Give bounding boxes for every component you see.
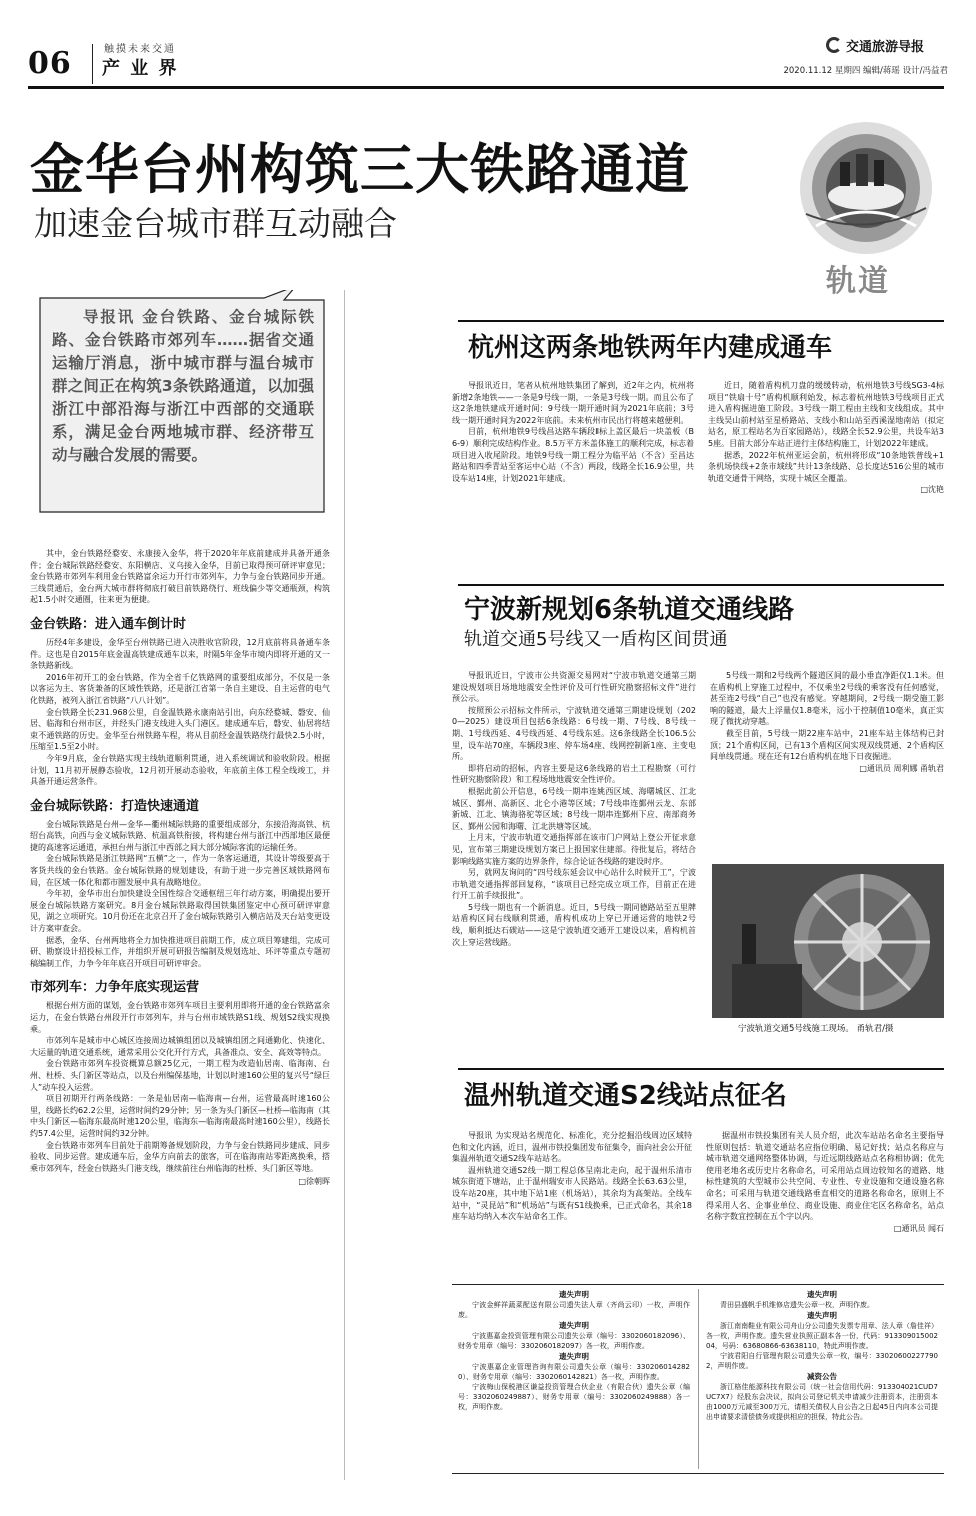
nb-para: 按照预公示招标文件所示，宁波轨道交通第三期建设规划（2020—2025）建设项目包括6条线路：6号线一期、7号线、8号线一期、1号线西延、4号线西延、4号线东延。这6条线路全长106.5公里，设车站70座，车辆段3座、停车场4座、线网控制新1座、主变电所。 bbox=[452, 705, 696, 762]
section3-para: 根据台州方面的谋划，金台铁路市郊列车项目主要利用即将开通的金台铁路富余运力，在金台铁路台州段开行市郊列车，并与台州市域铁路S1线、规划S2线实现换乘。 bbox=[30, 1001, 330, 1034]
hz-title: 杭州这两条地铁两年内建成通车 bbox=[468, 333, 833, 363]
paper-name: 交通旅游导报 bbox=[846, 40, 925, 55]
hz-para: 近日，随着盾构机刀盘的缓缓转动，杭州地铁3号线SG3-4标项目“铁扇十号”盾构机顺利始发，标志着杭州地铁3号线项目正式进入盾构掘进施工阶段。3号线一期工程由主线和支线组成。其中主线吴山前村站至星桥路站、支线小和山站至西溪湿地南站（拟定站名，原工程站名为百家园路站），线路全长52.9公里，共设车站35座。目前大部分车站正进行主体结构施工，计划2022年建成。 bbox=[708, 381, 944, 448]
notice-title: 减资公告 bbox=[807, 1372, 837, 1381]
wz-para: 据温州市铁投集团有关人员介绍，此次车站站名命名主要指导性原则包括：轨道交通站名应指位明确、易记好找；站点名称应与城市轨道交通网络整体协调，与近远期线路站点名称相协调；优先使用老地名或历史片名称命名，可采用站点周边较知名的道路、地标性建筑的大型城市公共空间、专业性、专业设施和交通设施名称命名；可采用与轨道交通线路垂直相交的道路名称命名，原则上不得采用人名、企事业单位、商业设施、商业住宅区名称命名，站点名称字数宜控制在五个字以内。 bbox=[706, 1131, 944, 1222]
nb-para: 导报讯近日，宁波市公共资源交易网对“宁波市轨道交通第三期建设规划项目场地地震安全性评价及可行性研究勘察招标文件”进行预公示。 bbox=[452, 671, 696, 704]
photo-caption: 宁波轨道交通5号线施工现场。 甬轨君/摄 bbox=[738, 1024, 894, 1034]
rail-badge: 轨道 bbox=[826, 264, 890, 299]
wz-para: 温州轨道交通S2线一期工程总体呈南北走向，起于温州乐清市城东街道下塘站，止于温州瑞安市人民路站。线路全长63.63公里，设车站20座，其中地下站1座（机场站），其余均为高架站。全线车站中，“灵昆站”和“机场站”与既有S1线换乘，已正式命名，其余18座车站均纳入本次车站命名工作。 bbox=[452, 1165, 692, 1222]
date-line: 2020.11.12 星期四 编辑/蒋瑶 设计/冯益君 bbox=[783, 66, 948, 76]
nb-para: 根据此前公开信息，6号线一期串连姚西区域、海曙城区、江北城区、鄞州、高新区、北仑小港等区域；7号线串连鄞州云龙、东部新城、江北、镇海骆驼等区域；8号线一期串连鄞州下应、南部商务区、鄞州公园和海曙、江北洪塘等区域。 bbox=[452, 786, 696, 831]
page-number: 06 bbox=[28, 46, 72, 81]
notice-body: 宁波金鲜祥蔬菜配送有限公司遗失法人章（齐尚云印）一枚，声明作废。 bbox=[458, 1301, 690, 1319]
notices-divider bbox=[698, 1289, 699, 1469]
section-heading-2: 金台城际铁路：打造快速通道 bbox=[30, 798, 200, 814]
lead-paragraph: 导报讯 金台铁路、金台城际铁路、金台铁路市郊列车……据省交通运输厅消息，浙中城市群与温台城市群之间正在构筑3条铁路通道，以加强浙江中部沿海与浙江中西部的交通联系，满足金台两地城市群、经济带互动与融合发展的需要。 bbox=[52, 308, 314, 464]
section2-para: 今年初，金华市出台加快建设全国性综合交通枢纽三年行动方案，明确提出要开展金台城际铁路方案研究。8月金台城际铁路取得国铁集团鉴定中心预可研评审意见，湖之立项研究。10月份还在北京召开了金台城际铁路引入横店站及天台站变更设计方案审查会。 bbox=[30, 889, 330, 934]
section1-para: 历经4年多建设，金华至台州铁路已进入决胜收官阶段，12月底前将具备通车条件。这也是自2015年底金温高铁建成通车以来，时隔5年金华市境内即将开通的又一条铁路新线。 bbox=[30, 637, 330, 671]
construction-photo bbox=[712, 864, 944, 1018]
wz-title: 温州轨道交通S2线站点征名 bbox=[464, 1081, 787, 1111]
notice-title: 遗失声明 bbox=[807, 1311, 837, 1320]
nb-title: 宁波新规划6条轨道交通线路 bbox=[464, 595, 795, 625]
main-subtitle: 加速金台城市群互动融合 bbox=[34, 204, 397, 243]
notice-body: 宁波君阳自行管理有限公司遗失公章一枚，编号：330206002277902，声明作废。 bbox=[706, 1352, 938, 1370]
nb-col-2 bbox=[710, 670, 944, 774]
page-header bbox=[28, 30, 948, 90]
notice-body: 宁波惠嘉金投资管理有限公司遗失公章（编号：3302060182096）、财务专用章（编号：3302060182097）各一枚，声明作废。 bbox=[458, 1332, 690, 1350]
section3-para: 项目初期开行两条线路：一条是仙居南—临海南—台州，运营最高时速160公里，线路长约62.2公里，运营时间约29分钟；另一条为头门新区—杜桥—临海南（其中头门新区—临海东最高时速120公里，临海东—临海南最高时速160公里），线路长约57.4公里，运营时间约32分钟。 bbox=[30, 1094, 330, 1138]
notice-title: 遗失声明 bbox=[807, 1290, 837, 1299]
nb-para: 5号线一期也有一个新消息。近日，5号线一期同德路站至五里牌站盾构区间右线顺利贯通，盾构机成功上穿已开通运营的地铁2号线，顺利抵达石碶站——这是宁波轨道交通开工建设以来，盾构机首次上穿运营线路。 bbox=[452, 902, 696, 947]
nb-para: 截至目前，5号线一期22座车站中，21座车站主体结构已封顶；21个盾构区间，已有13个盾构区间实现双线贯通、2个盾构区间单线贯通。现在还有12台盾构机在地下日夜掘进。 bbox=[710, 728, 944, 762]
main-intro: 其中，金台铁路经婺安、永康接入金华，将于2020年年底前建成并具备开通条件；金台城际铁路经婺安、东阳横店、义乌接入金华，目前已取得预可研评审意见；金台铁路市郊列车利用金台铁路富余运力开行市郊列车，力争与金台铁路同步开通。三线贯通后，金台两大城市群将彻底打破目前铁路绕行、班线偏少等交通瓶颈，构筑起1.5小时交通圈，往来更为便捷。 bbox=[30, 549, 330, 605]
rail-hub-illustration-icon bbox=[796, 118, 936, 258]
main-byline: □徐朝晖 bbox=[298, 1177, 330, 1187]
nb-byline: □通讯员 周利娜 甬轨君 bbox=[859, 763, 944, 773]
notice-body: 宁波梅山保税港区谦益投资管理合伙企业（有限合伙）遗失公章（编号：3302060249887）、财务专用章（编号：3302060249888）各一枚，声明作废。 bbox=[458, 1383, 690, 1411]
wz-para: 导报讯 为实现站名规范化、标准化，充分挖掘沿线周边区域特色和文化内涵，近日，温州市铁投集团发布征集令，面向社会公开征集温州轨道交通S2线车站站名。 bbox=[452, 1131, 692, 1164]
section1-para: 金台铁路全长231.968公里，自金温铁路永康南站引出，向东经婺城、磐安、仙居、临海和台州市区，并经头门港支线进入头门港区。建成通车后，磐安、仙居将结束不通铁路的历史。金华至台州铁路车程，将从目前经金温铁路绕行最快2.5小时，压缩至1.5至2小时。 bbox=[30, 707, 330, 752]
section1-para: 今年9月底，金台铁路实现主线轨道顺利贯通，进入系统调试和验收阶段。根据计划，11月初开展静态验收，12月初开展动态验收，年底前主体工程全线竣工，并具备开通运营条件。 bbox=[30, 753, 330, 787]
main-title: 金华台州构筑三大铁路通道 bbox=[30, 138, 690, 201]
section3-para: 金台铁路市郊列车目前处于前期筹备规划阶段，力争与金台铁路同步建成、同步验收、同步运营。建成通车后，金华方向前去的旅客，可在临海南站零距离换乘，搭乘市郊列车，经金台铁路头门港支线，继续前往台州临海的杜桥、头门新区等地。 bbox=[30, 1140, 330, 1173]
hz-rule bbox=[458, 320, 944, 322]
nb-col-1 bbox=[452, 670, 696, 1062]
nb-para: 5号线一期和2号线两个隧道区间的最小垂直净距仅1.1米。但在盾构机上穿施工过程中，不仅乘坐2号线的乘客没有任何感觉，甚至连2号线“自己”也没有感觉。穿越期间，2号线一期受施工影响的隧道，最大上浮量仅1.8毫米，远小于控制值10毫米，真正实现了微扰动穿越。 bbox=[710, 671, 944, 727]
wz-rule bbox=[458, 1068, 944, 1070]
main-article-body bbox=[30, 548, 330, 1187]
nb-rule bbox=[458, 584, 944, 586]
nb-para: 即将启动的招标，内容主要是这6条线路的岩土工程勘察（可行性研究勘察阶段）和工程场地地震安全性评价。 bbox=[452, 763, 696, 785]
section-heading-3: 市郊列车：力争年底实现运营 bbox=[30, 980, 200, 996]
hz-para: 导报讯近日，笔者从杭州地铁集团了解到，近2年之内，杭州将新增2条地铁——一条是9号线一期，一条是3号线一期。而且公布了这2条地铁建成开通时间：9号线一期开通时间为2021年底前；3号线一期开通时间为2022年底前。未来杭州市民出行将越来越便利。 bbox=[452, 381, 694, 425]
paper-logo bbox=[818, 34, 948, 56]
hz-para: 目前，杭州地铁9号线昌达路车辆段Ⅱ标上盖区最后一块盖板（B6-9）顺利完成结构作业。8.5万平方米盖体施工的顺利完成，标志着项目进入收尾阶段。地铁9号线一期工程分为临平站（不含）至昌达路站和四季青站至客运中心站（不含）两段，线路全长16.9公里，共设车站14座，计划2021年建成。 bbox=[452, 427, 694, 483]
notices-col-right bbox=[706, 1289, 938, 1422]
section-name: 产 业 界 bbox=[102, 58, 179, 79]
header-divider bbox=[92, 44, 93, 84]
wz-col-2 bbox=[706, 1130, 944, 1234]
column-divider bbox=[344, 290, 345, 1480]
header-slogan: 触摸未来交通 bbox=[104, 44, 176, 55]
section3-para: 金台铁路市郊列车投资概算总额25亿元，一期工程为改造仙居南、临海南、台州、杜桥、头门新区等站点，以及台州编保基地，计划以时速160公里的复兴号“绿巨人”动车投入运营。 bbox=[30, 1059, 330, 1092]
nb-para: 另，就网友询问的“四号线东延会议中心站什么时候开工”，宁波市轨道交通指挥部回复称，“该项目已经完成立项工作，目前正在进行开工前手续报批”。 bbox=[452, 868, 696, 901]
nb-para: 上月末，宁波市轨道交通指挥部在该市门户网站上登公开征求意见，宣布第三期建设规划方案已上报国家住建部。待批复后，将结合影响线路实施方案的边界条件，综合论证各线路的建设时序。 bbox=[452, 833, 696, 866]
notice-body: 浙江南南鞋业有限公司舟山分公司遗失发票专用章、法人章（詹佳祥）各一枚，声明作废。遗失营业执照正副本各一份，代码：91330901500204，号码：63680866-63638110，特此声明作废。 bbox=[706, 1322, 938, 1350]
hz-para: 据悉，2022年杭州亚运会前，杭州将形成“10条地铁普线+1条机场快线+2条市域线”共计13条线路、总长度达516公里的城市轨道交通骨干网络，实现十城区全覆盖。 bbox=[708, 450, 944, 483]
wz-col-1 bbox=[452, 1130, 692, 1223]
notice-body: 宁波惠嘉企业管理咨询有限公司遗失公章（编号：3302060142820）、财务专用章（编号：3302060142821）各一枚，声明作废。 bbox=[458, 1363, 690, 1381]
notice-body: 浙江格佳能源科技有限公司（统一社会信用代码：913304021CUD7UC7X7）经股东会决议，拟向公司登记机关申请减少注册资本，注册资本由1000万元减至300万元，请相关债权人自公告之日起45日内向本公司提出申请要求清偿债务或提供相应的担保，特此公告。 bbox=[706, 1383, 938, 1421]
wz-byline: □通讯员 闻石 bbox=[893, 1223, 944, 1233]
jiaotong-logo-icon bbox=[826, 37, 842, 53]
section2-para: 金台城际铁路是台州—金华—衢州城际铁路的重要组成部分，东接沿海高铁、杭绍台高铁，向西与金义城际铁路、杭温高铁衔接，将构建台州与浙江中西部地区最便捷的高速客运通道，承担台州与浙江中西部之间大部分城际客流的运输任务。 bbox=[30, 819, 330, 852]
notice-title: 遗失声明 bbox=[559, 1290, 589, 1299]
notice-body: 青田县盛帆手机维修店遗失公章一枚，声明作废。 bbox=[720, 1301, 874, 1309]
section2-para: 金台城际铁路是浙江铁路网“五横”之一，作为一条客运通道，其设计等级要高于客货共线的金台铁路。金台城际铁路的规划建设，有助于进一步完善区域铁路网布局，在区域一体化和都市圈发展中具有战略地位。 bbox=[30, 854, 330, 887]
notice-title: 遗失声明 bbox=[559, 1352, 589, 1361]
section-heading-1: 金台铁路：进入通车倒计时 bbox=[30, 616, 187, 632]
nb-subtitle: 轨道交通5号线又一盾构区间贯通 bbox=[464, 629, 728, 650]
header-rule bbox=[28, 86, 944, 89]
section2-para: 据悉，金华、台州两地将全力加快推进项目前期工作，成立项目筹建组，完成可研、勘察设计招投标工作，并组织开展可研报告编制及规划选址、环评等重点专题初稿编制工作，力争今年年底召开项目可研评审会。 bbox=[30, 935, 330, 968]
notices-col-left bbox=[458, 1289, 690, 1412]
hz-col-1 bbox=[452, 380, 694, 484]
hz-col-2 bbox=[708, 380, 944, 495]
notice-title: 遗失声明 bbox=[559, 1321, 589, 1330]
section1-para: 2016年初开工的金台铁路，作为全省千亿铁路网的重要组成部分，不仅是一条以客运为主、客货兼备的区域性铁路，还是浙江省第一条自主建设、自主运营的电气化铁路，被列入浙江省铁路“八八计划”。 bbox=[30, 672, 330, 705]
hz-byline: □沈艳 bbox=[920, 485, 944, 495]
section3-para: 市郊列车是城市中心城区连接周边城镇组团以及城镇组团之间通勤化、快速化、大运量的轨道交通系统，通常采用公交化开行方式，具备准点、安全、高效等特点。 bbox=[30, 1036, 330, 1057]
notices-box bbox=[452, 1284, 944, 1474]
